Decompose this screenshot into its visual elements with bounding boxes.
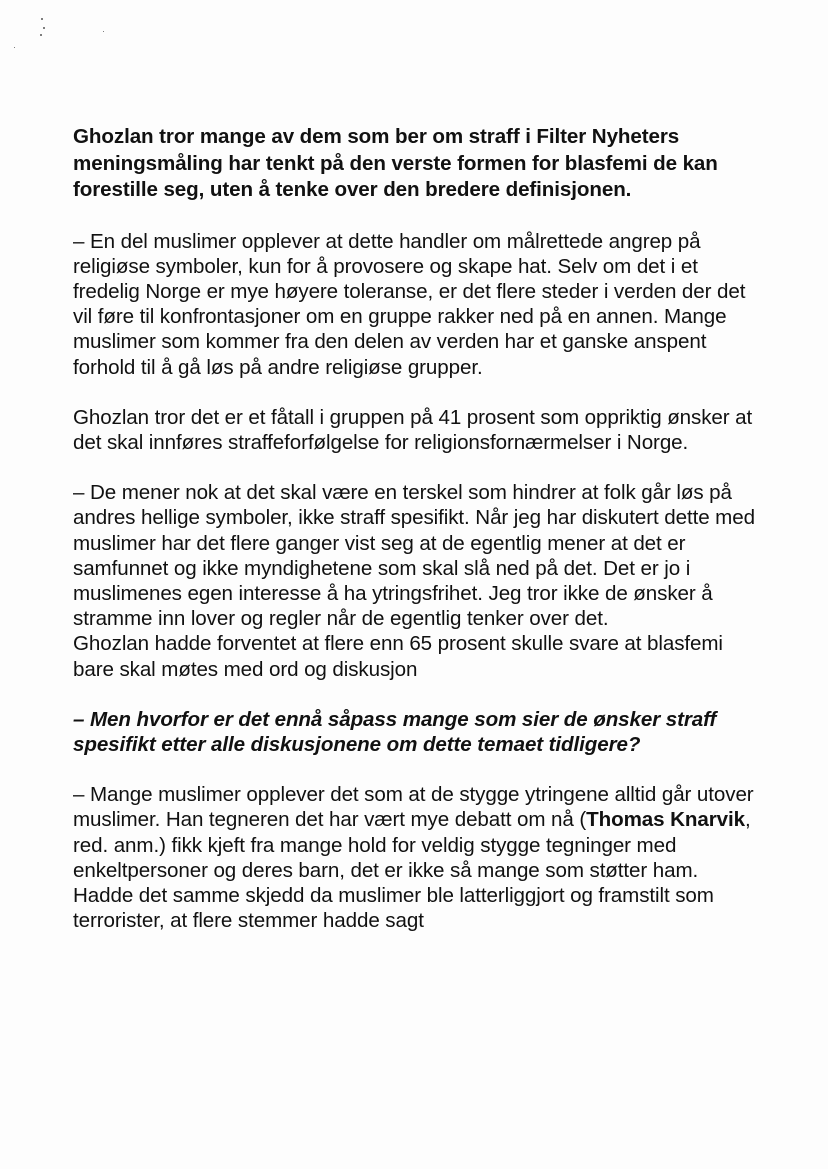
paragraph-text: – Mange muslimer opplever det som at de stygge ytringene alltid går utover muslimer. Han tegneren det har vært mye debatt om nå ( [73, 783, 754, 832]
article-paragraph [73, 782, 763, 933]
interview-question: – Men hvorfor er det ennå såpass mange som sier de ønsker straff spesifikt etter alle diskusjonene om dette temaet tidligere? [73, 707, 717, 756]
scan-speck [41, 18, 43, 20]
scan-speck [43, 27, 45, 29]
scan-speck [40, 34, 42, 36]
article-paragraph: Ghozlan hadde forventet at flere enn 65 prosent skulle svare at blasfemi bare skal møtes med ord og diskusjon [73, 632, 723, 681]
person-name: Thomas Knarvik [586, 808, 745, 832]
paragraph-text: , red. anm.) fikk kjeft fra mange hold for veldig stygge tegninger med enkeltpersoner og deres barn, det er ikke så mange som støtter ham. Hadde det samme skjedd da muslimer ble latterliggjort og framstilt som terrorister, at flere stemmer hadde sagt [73, 808, 751, 933]
article-lead: Ghozlan tror mange av dem som ber om straff i Filter Nyheters meningsmåling har tenkt på den verste formen for blasfemi de kan forestille seg, uten å tenke over den bredere definisjonen. [73, 125, 718, 201]
article-paragraph: – En del muslimer opplever at dette handler om målrettede angrep på religiøse symboler, kun for å provosere og skape hat. Selv om det i et fredelig Norge er mye høyere toleranse, er det flere steder i verden der det vil føre til konfrontasjoner om en gruppe rakker ned på en annen. Mange muslimer som kommer fra den delen av verden har et ganske anspent forhold til å gå løs på andre religiøse grupper. [73, 229, 746, 379]
scan-speck [103, 31, 104, 32]
article-body [73, 124, 763, 958]
scan-speck [14, 47, 15, 48]
article-paragraph: Ghozlan tror det er et fåtall i gruppen på 41 prosent som oppriktig ønsker at det skal innføres straffeforfølgelse for religionsfornærmelser i Norge. [73, 405, 753, 454]
article-paragraph: – De mener nok at det skal være en terskel som hindrer at folk går løs på andres hellige symboler, ikke straff spesifikt. Når jeg har diskutert dette med muslimer har det flere ganger vist seg at de egentlig mener at det er samfunnet og ikke myndighetene som skal slå ned på det. Det er jo i muslimenes egen interesse å ha ytringsfrihet. Jeg tror ikke de ønsker å stramme inn lover og regler når de egentlig tenker over det. [73, 481, 755, 631]
